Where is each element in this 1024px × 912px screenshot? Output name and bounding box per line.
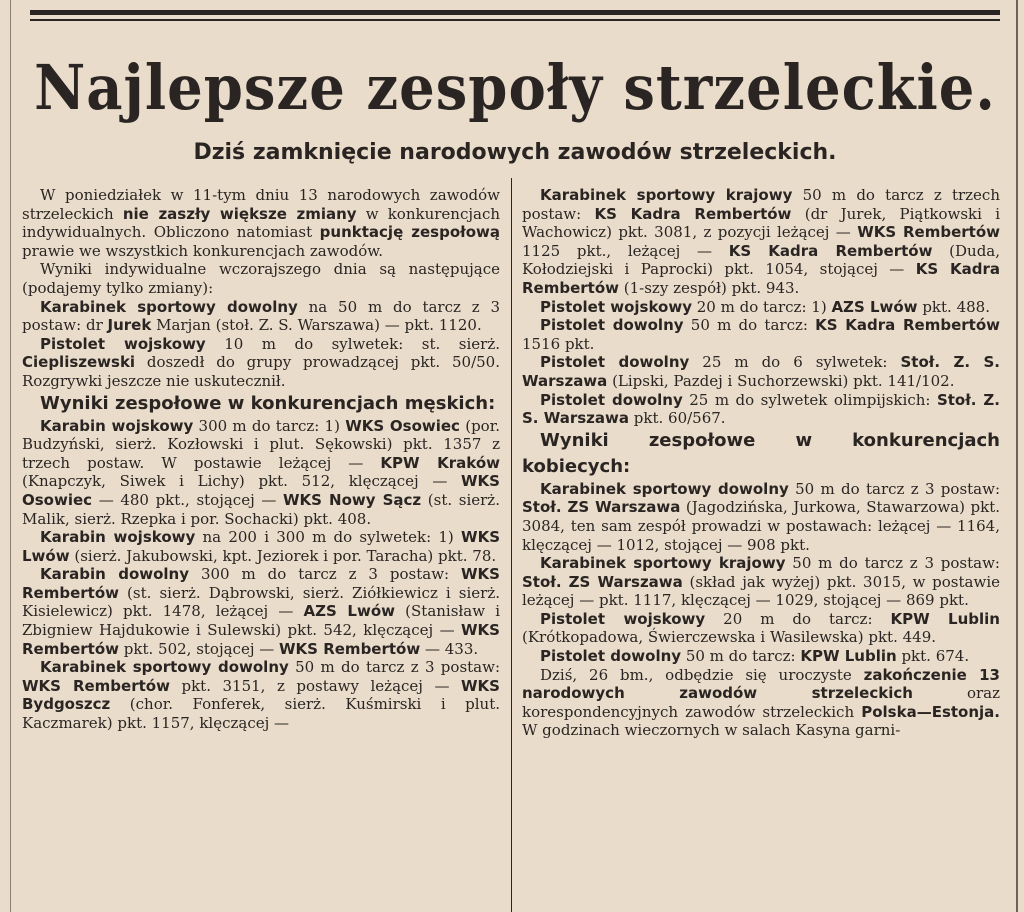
article-paragraph xyxy=(522,353,1000,390)
bold-text: Pistolet dowolny xyxy=(540,647,682,666)
article-paragraph xyxy=(522,610,1000,647)
text-run: Wyniki zespołowe w konkurencjach męskich: xyxy=(40,392,496,414)
bold-text: AZS Lwów xyxy=(303,602,395,621)
text-run: oraz korespondencyjnych zawodów strzeleckich xyxy=(522,684,1000,721)
bold-text: KS Kadra Rembertów xyxy=(728,241,933,260)
bold-text: WKS Rembertów xyxy=(22,621,500,658)
article-paragraph xyxy=(22,298,500,335)
text-run: Marjan (stoł. Z. S. Warszawa) — pkt. 1120. xyxy=(151,316,482,335)
bold-text: zakończenie 13 narodowych zawodów strzeleckich xyxy=(522,665,1000,703)
bold-text: Stoł. Z. S. Warszawa xyxy=(522,353,1000,390)
text-run: (skład jak wyżej) pkt. 3015, w postawie leżącej — pkt. 1117, klęczącej — 1029, stojącej — 869 pkt. xyxy=(522,572,1000,610)
bold-text: Karabinek sportowy krajowy xyxy=(540,186,793,204)
text-run: 300 m do tarcz: 1) xyxy=(193,416,346,435)
article-paragraph xyxy=(522,391,1000,428)
text-run: w konkurencjach indywidualnych. Obliczono natomiast xyxy=(22,204,501,242)
text-run: doszedł do grupy prowadzącej pkt. 50/50. Rozgrywki jeszcze nie uskutecznił. xyxy=(22,353,500,390)
bold-text: Karabinek sportowy dowolny xyxy=(540,479,789,498)
text-run: Wyniki indywidualne wczorajszego dnia są następujące (podajemy tylko zmiany): xyxy=(22,260,500,297)
bold-text: Karabinek sportowy dowolny xyxy=(40,658,289,677)
bold-text: Pistolet wojskowy xyxy=(540,297,692,316)
bold-text: Karabin wojskowy xyxy=(40,528,196,547)
text-run: pkt. 60/567. xyxy=(629,409,726,428)
bold-text: Karabin dowolny xyxy=(40,565,190,584)
article-paragraph xyxy=(22,417,500,529)
text-run: (1-szy zespół) pkt. 943. xyxy=(619,278,800,297)
text-run: 20 m do tarcz: 1) xyxy=(692,297,832,316)
text-run: 50 m do tarcz: xyxy=(681,647,801,666)
text-run: (dr Jurek, Piątkowski i Wachowicz) pkt. 3081, z pozycji leżącej — xyxy=(522,204,1000,242)
text-run: Dziś, 26 bm., odbędzie się uroczyste xyxy=(540,665,864,684)
bold-text: Pistolet wojskowy xyxy=(540,609,706,628)
bold-text: KPW Kraków xyxy=(380,453,500,472)
text-run: — 433. xyxy=(420,639,479,658)
text-run: 50 m do tarcz z trzech postaw: xyxy=(522,186,1000,223)
text-run: (Krótkopadowa, Świerczewska i Wasilewska) pkt. 449. xyxy=(522,628,937,647)
bold-text: WKS Osowiec xyxy=(345,416,460,435)
text-run: (Jagodzińska, Jurkowa, Stawarzowa) pkt. 3084, ten sam zespół prowadzi w postawach: leżącej — 1164, klęczącej — 1012, stojącej — 908 pkt. xyxy=(522,498,1000,554)
text-run: pkt. 3151, z postawy leżącej — xyxy=(169,676,462,695)
article-paragraph xyxy=(22,186,500,260)
bold-text: KPW Lublin xyxy=(890,609,1000,628)
bold-text: WKS Rembertów xyxy=(279,639,421,658)
text-run: (Knapczyk, Siwek i Lichy) pkt. 512, klęczącej — xyxy=(22,472,462,491)
article-subheadline: Dziś zamknięcie narodowych zawodów strzeleckich. xyxy=(193,140,837,165)
bold-text: KPW Lublin xyxy=(800,647,897,666)
bold-text: WKS Rembertów xyxy=(22,676,170,695)
text-run: 10 m do sylwetek: st. sierż. xyxy=(205,334,500,353)
bold-text: Stoł. ZS Warszawa xyxy=(522,498,681,517)
section-heading xyxy=(22,391,500,417)
text-run: 50 m do tarcz: xyxy=(683,316,816,335)
bold-text: punktację zespołową xyxy=(319,223,500,242)
text-run: 25 m do sylwetek olimpijskich: xyxy=(682,390,937,409)
bold-text: WKS Lwów xyxy=(22,528,501,565)
bold-text: Pistolet wojskowy xyxy=(40,334,206,353)
bold-text: AZS Lwów xyxy=(831,297,918,316)
bold-text: Karabinek sportowy dowolny xyxy=(40,297,298,316)
article-paragraph xyxy=(522,186,1000,298)
article-paragraph xyxy=(22,260,500,297)
text-run: W godzinach wieczornych w salach Kasyna garni- xyxy=(522,721,901,740)
article-paragraph xyxy=(522,554,1000,610)
text-run: 300 m do tarcz z 3 postaw: xyxy=(189,565,462,584)
text-run: (st. sierż. Malik, sierż. Rzepka i por. Sochacki) pkt. 408. xyxy=(22,490,500,528)
text-run: 50 m do tarcz z 3 postaw: xyxy=(785,554,1000,573)
article-paragraph xyxy=(522,666,1000,740)
bold-text: KS Kadra Rembertów xyxy=(594,204,792,223)
bold-text: WKS Osowiec xyxy=(22,472,500,509)
bold-text: nie zaszły większe zmiany xyxy=(122,204,357,223)
top-rule-thick xyxy=(30,10,1000,15)
bold-text: WKS Bydgoszcz xyxy=(22,676,500,714)
text-run: 50 m do tarcz z 3 postaw: xyxy=(288,658,501,677)
article-paragraph xyxy=(22,658,500,732)
text-run: Wyniki zespołowe w konkurencjach kobiecych: xyxy=(522,429,1000,477)
article-paragraph xyxy=(22,335,500,391)
text-run: (Stanisław i Zbigniew Hajdukowie i Sulewski) pkt. 542, klęczącej — xyxy=(22,602,501,640)
text-run: 25 m do 6 sylwetek: xyxy=(689,353,901,372)
text-run: (chor. Fonferek, sierż. Kuśmirski i plut. Kaczmarek) pkt. 1157, klęczącej — xyxy=(22,695,500,733)
article-paragraph xyxy=(22,565,500,658)
article-headline: Najlepsze zespoły strzeleckie. xyxy=(34,51,996,125)
bold-text: Karabin wojskowy xyxy=(40,416,194,435)
text-run: pkt. 674. xyxy=(896,647,970,666)
left-column xyxy=(22,186,500,733)
text-run: 50 m do tarcz z 3 postaw: xyxy=(788,479,1001,498)
bold-text: WKS Nowy Sącz xyxy=(282,490,422,509)
bold-text: WKS Rembertów xyxy=(857,223,1000,242)
text-run: (por. Budzyński, sierż. Kozłowski i plut. Sękowski) pkt. 1357 z trzech postaw. W postawie leżącej — xyxy=(22,416,500,472)
article-paragraph xyxy=(522,298,1000,317)
bold-text: Stoł. ZS Warszawa xyxy=(522,572,683,591)
text-run: (Duda, Kołodziejski i Paprocki) pkt. 1054, stojącej — xyxy=(522,241,1001,279)
text-run: pkt. 488. xyxy=(917,297,990,316)
text-run: prawie we wszystkich konkurencjach zawodów. xyxy=(22,241,384,260)
text-run: — 480 pkt., stojącej — xyxy=(92,490,283,509)
bold-text: KS Kadra Rembertów xyxy=(815,316,1000,335)
bold-text: Stoł. Z. S. Warszawa xyxy=(522,390,1000,428)
article-paragraph xyxy=(522,647,1000,666)
text-run: 20 m do tarcz: xyxy=(705,609,891,628)
bold-text: Pistolet dowolny xyxy=(540,353,690,372)
bold-text: Jurek xyxy=(107,316,152,335)
bold-text: Pistolet dowolny xyxy=(540,316,684,335)
text-run: na 200 i 300 m do sylwetek: 1) xyxy=(195,528,462,547)
text-run: pkt. 502, stojącej — xyxy=(119,639,280,658)
text-run: (st. sierż. Dąbrowski, sierż. Ziółkiewicz i sierż. Kisielewicz) pkt. 1478, leżącej — xyxy=(22,583,500,621)
text-run: 1125 pkt., leżącej — xyxy=(522,241,729,260)
text-run: (Lipski, Pazdej i Suchorzewski) pkt. 141/102. xyxy=(607,371,955,390)
bold-text: KS Kadra Rembertów xyxy=(522,260,1000,297)
column-divider xyxy=(511,178,512,912)
right-column xyxy=(522,186,1000,740)
article-paragraph xyxy=(522,316,1000,353)
bold-text: Ciepliszewski xyxy=(22,353,136,372)
page-edge-left xyxy=(10,0,11,912)
bold-text: Karabinek sportowy krajowy xyxy=(540,554,786,573)
section-heading xyxy=(522,428,1000,480)
article-paragraph xyxy=(522,480,1000,554)
article-paragraph xyxy=(22,528,500,565)
text-run: na 50 m do tarcz z 3 postaw: dr xyxy=(22,297,500,335)
top-rule-thin xyxy=(30,19,1000,21)
bold-text: WKS Rembertów xyxy=(22,565,500,602)
text-run: 1516 pkt. xyxy=(522,334,595,353)
bold-text: Polska—Estonja. xyxy=(861,702,1000,721)
page-edge-right xyxy=(1016,0,1018,912)
bold-text: Pistolet dowolny xyxy=(540,390,683,409)
text-run: (sierż. Jakubowski, kpt. Jeziorek i por. Taracha) pkt. 78. xyxy=(69,546,497,565)
text-run: W poniedziałek w 11-tym dniu 13 narodowych zawodów strzeleckich xyxy=(22,186,500,223)
